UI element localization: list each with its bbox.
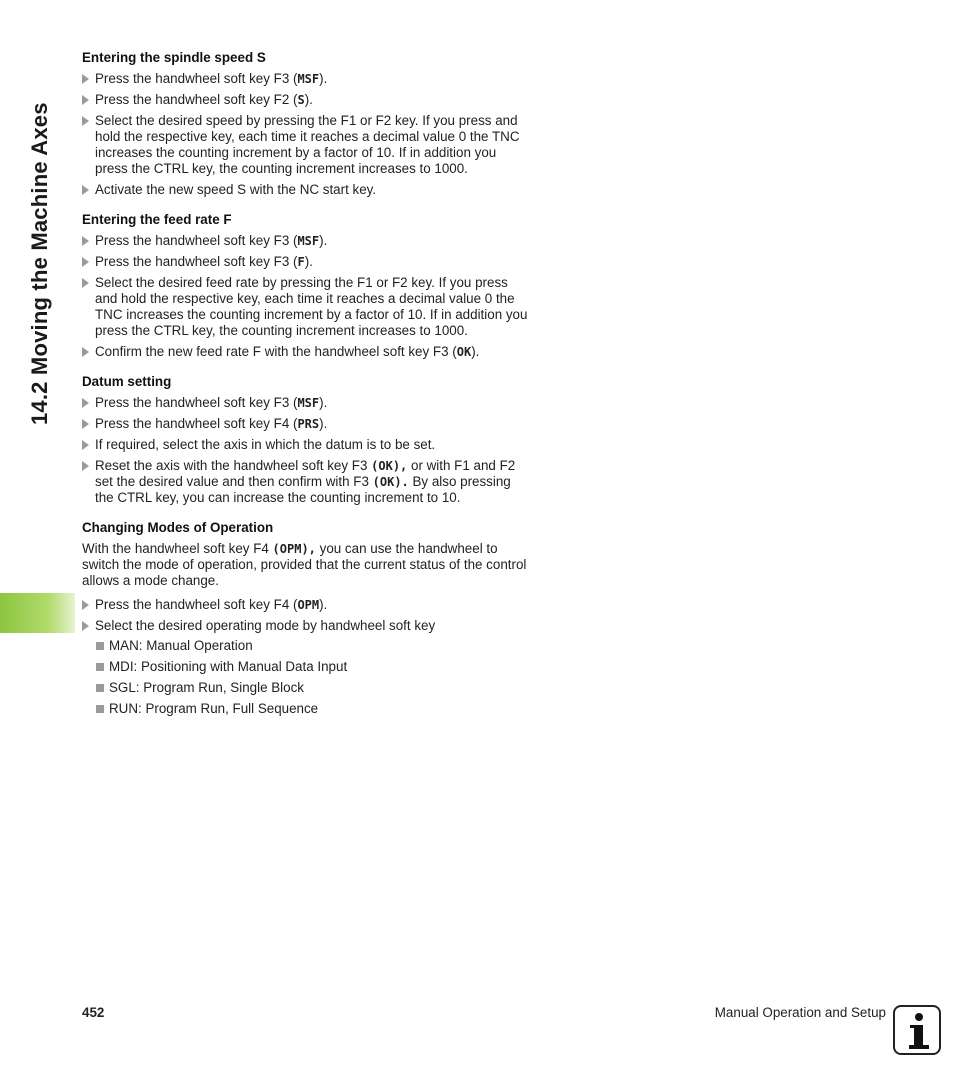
softkey-label: PRS xyxy=(297,417,320,431)
step-item: Select the desired feed rate by pressing the F1 or F2 key. If you press and hold the respective key, each time it reaches a decimal value 0 the TNC increases the counting increment by a factor of 10. If in addition you press the CTRL key, the counting increment increases to 1000. xyxy=(82,275,528,339)
softkey-label: F xyxy=(297,255,305,269)
softkey-label: OK xyxy=(456,345,472,359)
info-icon xyxy=(893,1005,941,1055)
list-item: MAN: Manual Operation xyxy=(96,638,528,654)
list-item: SGL: Program Run, Single Block xyxy=(96,680,528,696)
bullet-square-icon xyxy=(96,642,104,650)
chapter-side-title: 14.2 Moving the Machine Axes xyxy=(27,102,52,425)
step-item: Select the desired speed by pressing the F1 or F2 key. If you press and hold the respective key, each time it reaches a decimal value 0 the TNC increases the counting increment by a factor of 10. If in addition you press the CTRL key, the counting increment increases to 1000. xyxy=(82,113,528,177)
step-arrow-icon xyxy=(82,347,89,357)
step-list-datum-setting xyxy=(82,395,528,506)
step-item: Activate the new speed S with the NC start key. xyxy=(82,182,528,198)
page-number: 452 xyxy=(82,1005,105,1020)
step-list-feed-rate xyxy=(82,233,528,360)
section-heading-datum-setting: Datum setting xyxy=(82,374,172,389)
softkey-label: (OK). xyxy=(372,475,409,489)
step-arrow-icon xyxy=(82,419,89,429)
step-arrow-icon xyxy=(82,116,89,126)
step-arrow-icon xyxy=(82,440,89,450)
section-heading-feed-rate: Entering the feed rate F xyxy=(82,212,232,227)
info-icon-base xyxy=(909,1045,929,1049)
step-arrow-icon xyxy=(82,621,89,631)
softkey-label: (OPM), xyxy=(272,542,316,556)
step-item: Press the handwheel soft key F3 (MSF). xyxy=(82,233,528,249)
step-item: Select the desired operating mode by handwheel soft key xyxy=(82,618,528,634)
list-item: MDI: Positioning with Manual Data Input xyxy=(96,659,528,675)
step-arrow-icon xyxy=(82,600,89,610)
section-heading-spindle-speed: Entering the spindle speed S xyxy=(82,50,266,65)
step-item: Press the handwheel soft key F3 (MSF). xyxy=(82,71,528,87)
step-arrow-icon xyxy=(82,95,89,105)
step-arrow-icon xyxy=(82,257,89,267)
step-list-spindle-speed xyxy=(82,71,528,198)
modes-intro-paragraph: With the handwheel soft key F4 (OPM), you can use the handwheel to switch the mode of operation, provided that the current status of the control allows a mode change. xyxy=(82,541,527,588)
chapter-tab-marker xyxy=(0,593,75,633)
softkey-label: MSF xyxy=(297,234,320,248)
info-icon-dot xyxy=(915,1013,923,1021)
step-arrow-icon xyxy=(82,74,89,84)
step-item: Press the handwheel soft key F2 (S). xyxy=(82,92,528,108)
softkey-label: MSF xyxy=(297,72,320,86)
page-content xyxy=(82,50,528,722)
step-item: Press the handwheel soft key F3 (F). xyxy=(82,254,528,270)
softkey-label: (OK), xyxy=(371,459,408,473)
operating-mode-list xyxy=(82,638,528,717)
step-item: Press the handwheel soft key F3 (MSF). xyxy=(82,395,528,411)
step-arrow-icon xyxy=(82,236,89,246)
softkey-label: MSF xyxy=(297,396,320,410)
step-arrow-icon xyxy=(82,185,89,195)
step-arrow-icon xyxy=(82,278,89,288)
softkey-label: S xyxy=(297,93,305,107)
bullet-square-icon xyxy=(96,705,104,713)
bullet-square-icon xyxy=(96,663,104,671)
softkey-label: OPM xyxy=(297,598,320,612)
step-arrow-icon xyxy=(82,461,89,471)
step-item: Reset the axis with the handwheel soft key F3 (OK), or with F1 and F2 set the desired value and then confirm with F3 (OK). By also pressing the CTRL key, you can increase the counting increment to 10. xyxy=(82,458,528,506)
section-heading-modes-of-operation: Changing Modes of Operation xyxy=(82,520,274,535)
footer-chapter-title: Manual Operation and Setup xyxy=(714,1005,886,1020)
bullet-square-icon xyxy=(96,684,104,692)
step-list-modes xyxy=(82,597,528,634)
step-arrow-icon xyxy=(82,398,89,408)
step-item: Press the handwheel soft key F4 (PRS). xyxy=(82,416,528,432)
step-item: Press the handwheel soft key F4 (OPM). xyxy=(82,597,528,613)
list-item: RUN: Program Run, Full Sequence xyxy=(96,701,528,717)
info-icon-stem xyxy=(914,1025,923,1047)
step-item: If required, select the axis in which the datum is to be set. xyxy=(82,437,528,453)
step-item: Confirm the new feed rate F with the handwheel soft key F3 (OK). xyxy=(82,344,528,360)
